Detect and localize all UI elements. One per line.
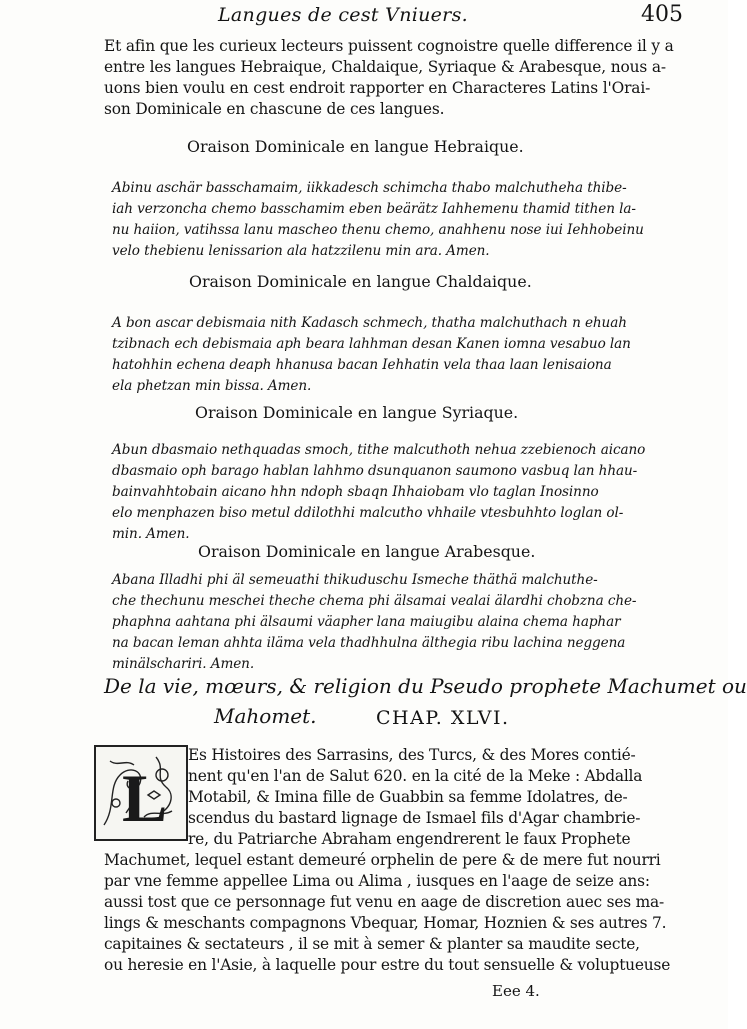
prayer-line: iah verzoncha chemo basschamim eben beärätz Iahhemenu thamid tithen la-: [112, 201, 636, 217]
prayer-line: ela phetzan min bissa. Amen.: [112, 378, 312, 394]
prayer-line: tzibnach ech debismaia aph beara lahhman desan Kanen iomna vesabuo lan: [112, 336, 631, 352]
prayer-line: velo thebienu lenissarion ala hatzzilenu min ara. Amen.: [112, 243, 490, 259]
body-line: Es Histoires des Sarrasins, des Turcs, & des Mores contié-: [188, 746, 636, 764]
prayer-line: elo menphazen biso metul ddilothhi malcutho vhhaile vtesbuhhto loglan ol-: [112, 505, 624, 521]
prayer-line: A bon ascar debismaia nith Kadasch schmech, thatha malchuthach n ehuah: [112, 315, 627, 331]
page-number: 405: [641, 2, 683, 27]
prayer-line: che thechunu meschei theche chema phi älsamai vealai älardhi chobzna che-: [112, 593, 637, 609]
body-line: Machumet, lequel estant demeuré orphelin de pere & de mere fut nourri: [104, 851, 661, 869]
section-heading-syriaque: Oraison Dominicale en langue Syriaque.: [195, 403, 519, 422]
body-line: aussi tost que ce personnage fut venu en aage de discretion auec ses ma-: [104, 893, 665, 911]
prayer-line: minälschariri. Amen.: [112, 656, 255, 672]
section-heading-hebraique: Oraison Dominicale en langue Hebraique.: [187, 137, 524, 156]
body-line: Motabil, & Imina fille de Guabbin sa femme Idolatres, de-: [188, 788, 628, 806]
prayer-chaldaique: [112, 313, 631, 397]
chapter-title-line2: Mahomet.: [214, 704, 317, 728]
prayer-hebraique: [112, 178, 644, 262]
intro-line: uons bien voulu en cest endroit rapporter en Characteres Latins l'Orai-: [104, 79, 651, 97]
prayer-line: Abun dbasmaio nethquadas smoch, tithe malcuthoth nehua zzebienoch aicano: [112, 442, 646, 458]
prayer-line: hatohhin echena deaph hhanusa bacan Iehhatin vela thaa laan lenisaiona: [112, 357, 612, 373]
intro-line: entre les langues Hebraique, Chaldaique, Syriaque & Arabesque, nous a-: [104, 58, 666, 76]
body-line: lings & meschants compagnons Vbequar, Homar, Hoznien & ses autres 7.: [104, 914, 667, 932]
body-line: scendus du bastard lignage de Ismael fils d'Agar chambrie-: [188, 809, 641, 827]
prayer-line: Abinu aschär basschamaim, iikkadesch schimcha thabo malchutheha thibe-: [112, 180, 627, 196]
body-line: re, du Patriarche Abraham engendrerent le faux Prophete: [188, 830, 631, 848]
intro-line: Et afin que les curieux lecteurs puissent cognoistre quelle difference il y a: [104, 37, 674, 55]
prayer-line: min. Amen.: [112, 526, 190, 542]
body-paragraph-beside-initial: [188, 745, 643, 850]
body-line: par vne femme appellee Lima ou Alima , iusques en l'aage de seize ans:: [104, 872, 650, 890]
initial-letter: L: [122, 760, 168, 836]
body-line: ou heresie en l'Asie, à laquelle pour estre du tout sensuelle & voluptueuse: [104, 956, 671, 974]
prayer-line: phaphna aahtana phi älsaumi väapher lana maiugibu alaina chema haphar: [112, 614, 621, 630]
decorated-initial-L-icon: [94, 745, 188, 841]
prayer-line: Abana Illadhi phi äl semeuathi thikuduschu Ismeche thäthä malchuthe-: [112, 572, 598, 588]
prayer-line: bainvahhtobain aicano hhn ndoph sbaqn Ihhaiobam vlo taglan Inosinno: [112, 484, 599, 500]
running-head: Langues de cest Vniuers.: [218, 4, 468, 26]
section-heading-arabesque: Oraison Dominicale en langue Arabesque.: [198, 542, 536, 561]
prayer-line: dbasmaio oph barago hablan lahhmo dsunquanon saumono vasbuq lan hhau-: [112, 463, 638, 479]
body-line: nent qu'en l'an de Salut 620. en la cité de la Meke : Abdalla: [188, 767, 643, 785]
intro-paragraph: [104, 36, 674, 120]
catchword-signature: Eee 4.: [492, 982, 540, 1000]
prayer-line: na bacan leman ahhta iläma vela thadhhulna älthegia ribu lachina neggena: [112, 635, 626, 651]
body-paragraph: [104, 850, 671, 976]
chapter-title-line1: De la vie, mœurs, & religion du Pseudo prophete Machumet ou: [104, 674, 747, 698]
prayer-line: nu haiion, vatihssa lanu mascheo thenu chemo, anahhenu nose iui Iehhobeinu: [112, 222, 644, 238]
body-line: capitaines & sectateurs , il se mit à semer & planter sa maudite secte,: [104, 935, 640, 953]
section-heading-chaldaique: Oraison Dominicale en langue Chaldaique.: [189, 272, 532, 291]
prayer-arabesque: [112, 570, 637, 675]
prayer-syriaque: [112, 440, 646, 545]
page-header: [0, 2, 728, 34]
chapter-label: CHAP. XLVI.: [376, 707, 510, 729]
intro-line: son Dominicale en chascune de ces langues.: [104, 100, 445, 118]
